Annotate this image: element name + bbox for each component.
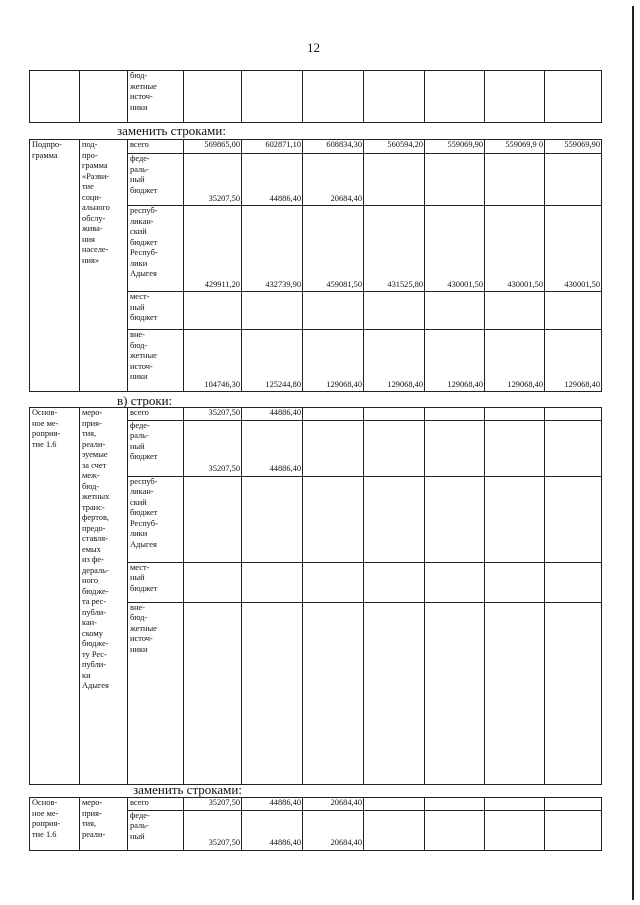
- amount-cell: [485, 420, 545, 476]
- amount-cell: [242, 562, 303, 602]
- program-element-cell: Основ- ное ме- роприя- тие 1.6: [30, 798, 80, 851]
- amount-cell: [545, 420, 602, 476]
- table-fragment-top: [29, 70, 602, 123]
- amount-cell: [545, 154, 602, 206]
- amount-cell: 431525,80: [364, 206, 425, 292]
- funding-source-cell: вне- бюд- жетные источ- ники: [128, 602, 184, 784]
- empty-cell: [80, 71, 128, 123]
- amount-cell: [425, 810, 485, 850]
- empty-cell: [425, 71, 485, 123]
- amount-cell: 430001,50: [545, 206, 602, 292]
- page-right-border: [632, 6, 634, 900]
- program-name-cell: меро- прия- тия, реали-: [80, 798, 128, 851]
- funding-source-cell: феде- раль- ный бюджет: [128, 154, 184, 206]
- table-main-event-replacement: [29, 797, 602, 851]
- amount-cell: [364, 562, 425, 602]
- amount-cell: [364, 154, 425, 206]
- table-main-event-original: [29, 407, 602, 785]
- program-element-cell: Основ- ное ме- роприя- тие 1.6: [30, 408, 80, 785]
- amount-cell: [545, 292, 602, 330]
- amount-cell: 560594,20: [364, 140, 425, 154]
- amount-cell: 602871,10: [242, 140, 303, 154]
- amount-cell: 430001,50: [485, 206, 545, 292]
- page-number: 12: [307, 40, 320, 55]
- amount-cell: [184, 562, 242, 602]
- amount-cell: [303, 562, 364, 602]
- amount-cell: [485, 810, 545, 850]
- empty-cell: [303, 71, 364, 123]
- amount-cell: 35207,50: [184, 420, 242, 476]
- funding-source-cell: вне- бюд- жетные источ- ники: [128, 330, 184, 392]
- amount-cell: 559069,9 0: [485, 140, 545, 154]
- amount-cell: 44886,40: [242, 408, 303, 421]
- amount-cell: [242, 292, 303, 330]
- amount-cell: [485, 476, 545, 562]
- amount-cell: [364, 292, 425, 330]
- amount-cell: [485, 602, 545, 784]
- amount-cell: [242, 476, 303, 562]
- funding-source-cell: респуб- ликан- ский бюджет Респуб- лики Адыгея: [128, 476, 184, 562]
- amount-cell: [425, 562, 485, 602]
- section-heading: заменить строками:: [133, 782, 242, 797]
- amount-cell: [485, 798, 545, 811]
- amount-cell: [364, 798, 425, 811]
- funding-source-cell: всего: [128, 798, 184, 811]
- amount-cell: [364, 408, 425, 421]
- amount-cell: [545, 562, 602, 602]
- amount-cell: 129068,40: [303, 330, 364, 392]
- section-heading: заменить строками:: [117, 123, 226, 138]
- amount-cell: 430001,50: [425, 206, 485, 292]
- program-element-cell: Подпро- грамма: [30, 140, 80, 392]
- funding-source-cell: феде- раль- ный бюджет: [128, 420, 184, 476]
- amount-cell: 44886,40: [242, 810, 303, 850]
- program-name-cell: под- про- грамма «Разви- тие соци- ального обслу- жива- ния населе- ния»: [80, 140, 128, 392]
- amount-cell: [242, 602, 303, 784]
- funding-source-cell: всего: [128, 140, 184, 154]
- amount-cell: 608834,30: [303, 140, 364, 154]
- funding-source-cell: мест- ный бюджет: [128, 292, 184, 330]
- section-heading: в) строки:: [117, 393, 173, 408]
- table-row: [30, 140, 602, 154]
- amount-cell: 44886,40: [242, 154, 303, 206]
- amount-cell: 129068,40: [545, 330, 602, 392]
- amount-cell: 129068,40: [425, 330, 485, 392]
- empty-cell: [242, 71, 303, 123]
- table-row: [30, 798, 602, 811]
- funding-source-cell: респуб- ликан- ский бюджет Респуб- лики Адыгея: [128, 206, 184, 292]
- amount-cell: [485, 562, 545, 602]
- amount-cell: [545, 476, 602, 562]
- amount-cell: 459081,50: [303, 206, 364, 292]
- amount-cell: [364, 810, 425, 850]
- program-name-cell: меро- прия- тия, реали- зуемые за счет меж- бюд- жетных транс- фертов, предо- ставля- емых из фе- дераль- ного бюдже- та рес- публи- кан- скому бюдже- ту Рес- публи- ки Адыгея: [80, 408, 128, 785]
- amount-cell: 432739,90: [242, 206, 303, 292]
- amount-cell: 129068,40: [485, 330, 545, 392]
- amount-cell: 35207,50: [184, 798, 242, 811]
- amount-cell: 129068,40: [364, 330, 425, 392]
- amount-cell: 35207,50: [184, 154, 242, 206]
- empty-cell: [364, 71, 425, 123]
- amount-cell: 125244,80: [242, 330, 303, 392]
- empty-cell: [545, 71, 602, 123]
- amount-cell: [364, 420, 425, 476]
- amount-cell: [485, 292, 545, 330]
- amount-cell: 104746,30: [184, 330, 242, 392]
- amount-cell: 20684,40: [303, 810, 364, 850]
- amount-cell: [425, 420, 485, 476]
- amount-cell: [303, 476, 364, 562]
- amount-cell: [545, 798, 602, 811]
- funding-source-cell: феде- раль- ный: [128, 810, 184, 850]
- amount-cell: [425, 408, 485, 421]
- amount-cell: 569865,00: [184, 140, 242, 154]
- amount-cell: 20684,40: [303, 154, 364, 206]
- amount-cell: [485, 154, 545, 206]
- amount-cell: [545, 602, 602, 784]
- table-subprogram: [29, 139, 602, 392]
- amount-cell: [364, 602, 425, 784]
- amount-cell: 20684,40: [303, 798, 364, 811]
- amount-cell: [184, 602, 242, 784]
- amount-cell: 559069,90: [425, 140, 485, 154]
- empty-cell: [485, 71, 545, 123]
- amount-cell: [184, 292, 242, 330]
- amount-cell: 44886,40: [242, 798, 303, 811]
- empty-cell: [30, 71, 80, 123]
- amount-cell: [303, 420, 364, 476]
- amount-cell: [425, 292, 485, 330]
- amount-cell: [364, 476, 425, 562]
- funding-source-cell: всего: [128, 408, 184, 421]
- amount-cell: [425, 602, 485, 784]
- amount-cell: 559069,90: [545, 140, 602, 154]
- amount-cell: [485, 408, 545, 421]
- amount-cell: [425, 476, 485, 562]
- amount-cell: [545, 810, 602, 850]
- amount-cell: [425, 154, 485, 206]
- amount-cell: [545, 408, 602, 421]
- empty-cell: [184, 71, 242, 123]
- amount-cell: 44886,40: [242, 420, 303, 476]
- amount-cell: [303, 408, 364, 421]
- amount-cell: [425, 798, 485, 811]
- amount-cell: [184, 476, 242, 562]
- amount-cell: 35207,50: [184, 408, 242, 421]
- funding-source-cell: мест- ный бюджет: [128, 562, 184, 602]
- amount-cell: [303, 602, 364, 784]
- amount-cell: [303, 292, 364, 330]
- amount-cell: 429911,20: [184, 206, 242, 292]
- table-row: [30, 408, 602, 421]
- amount-cell: 35207,50: [184, 810, 242, 850]
- source-cell: бюд- жетные источ- ники: [128, 71, 184, 123]
